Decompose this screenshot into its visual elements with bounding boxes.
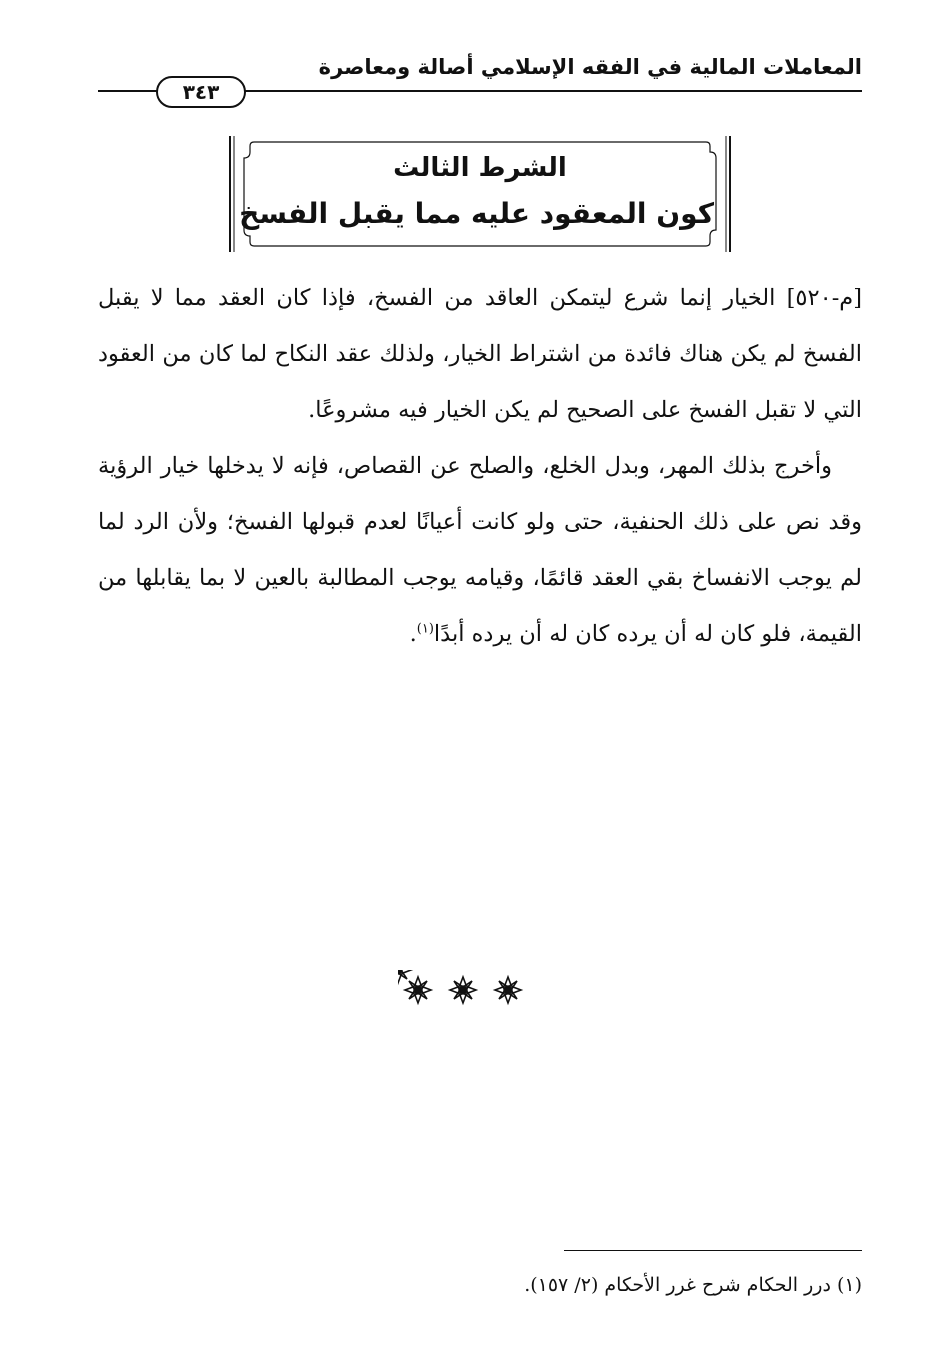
body-paragraph-2 [98, 438, 862, 662]
paragraph-2-end-punctuation: . [409, 621, 417, 647]
footnote-divider [564, 1250, 862, 1251]
section-heading-frame [226, 132, 734, 256]
footnote-1: (١) درر الحكام شرح غرر الأحكام (٢/ ١٥٧). [524, 1274, 862, 1296]
page-number-badge: ٣٤٣ [156, 76, 246, 108]
body-paragraph-2-text: وأخرج بذلك المهر، وبدل الخلع، والصلح عن القصاص، فإنه لا يدخلها خيار الرؤية وقد نص على ذلك الحنفية، حتى ولو كانت أعيانًا لعدم قبولها الفسخ؛ ولأن الرد لما لم يوجب الانفساخ بقي العقد قائمًا، وقيامه يوجب المطالبة بالعين لا بما يقابلها من القيمة، فلو كان له أن يرده كان له أن يرده أبدًا [98, 453, 862, 647]
body-paragraph-1: [م-٥٢٠] الخيار إنما شرع ليتمكن العاقد من الفسخ، فإذا كان العقد مما لا يقبل الفسخ لم يكن هناك فائدة من اشتراط الخيار، ولذلك عقد النكاح لما كان من العقود التي لا تقبل الفسخ على الصحيح لم يكن الخيار فيه مشروعًا. [98, 285, 862, 423]
running-header-title: المعاملات المالية في الفقه الإسلامي أصالة ومعاصرة [318, 55, 862, 79]
footnote-marker: (١) [416, 621, 434, 637]
section-heading-subtitle: كون المعقود عليه مما يقبل الفسخ [239, 197, 714, 230]
floral-ornament-icon [398, 970, 528, 1010]
ornament-flowers [398, 970, 528, 1010]
section-heading-title: الشرط الثالث [393, 153, 567, 183]
